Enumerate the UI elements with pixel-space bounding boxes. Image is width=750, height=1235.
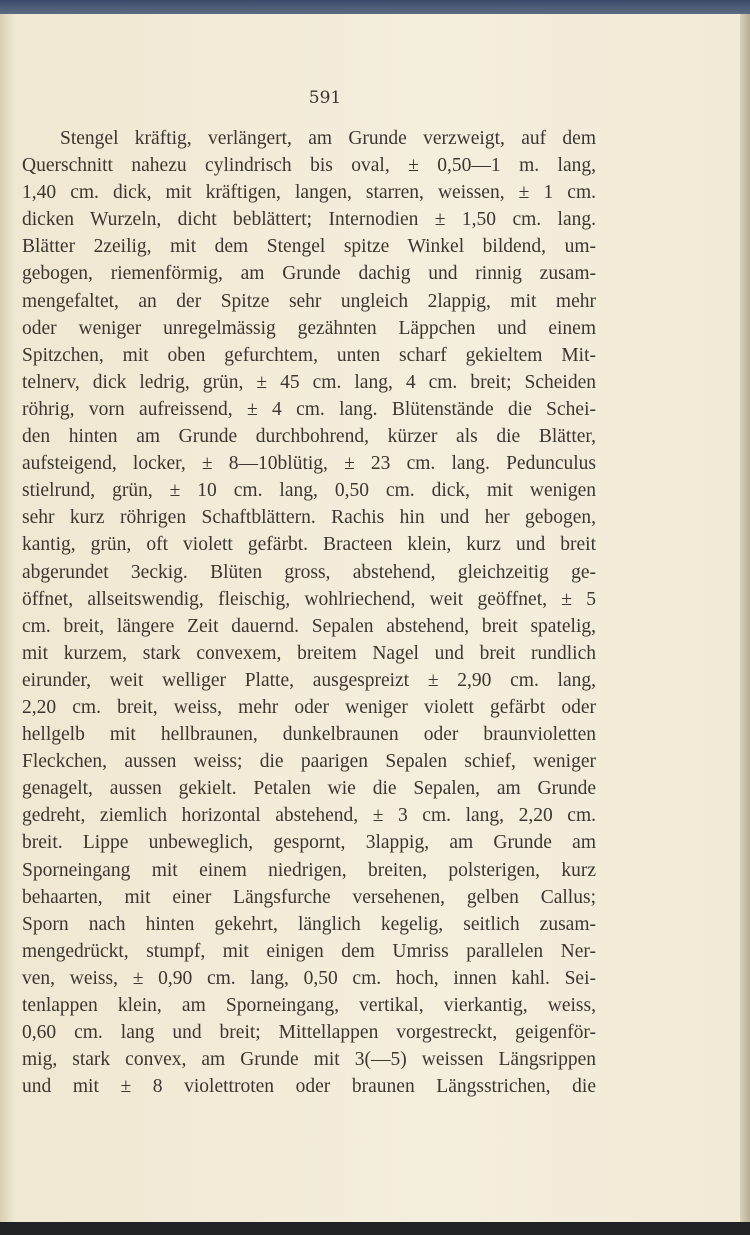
text-line: mit kurzem, stark convexem, breitem Nagel und breit rundlich [22, 642, 596, 664]
text-line: mengedrückt, stumpf, mit einigen dem Umriss parallelen Ner- [22, 940, 596, 962]
text-line: cm. breit, längere Zeit dauernd. Sepalen abstehend, breit spatelig, [22, 615, 596, 637]
scan-top-edge [0, 0, 750, 14]
page-number: 591 [308, 88, 342, 108]
text-line: kantig, grün, oft violett gefärbt. Bracteen klein, kurz und breit [22, 534, 596, 556]
text-line: mig, stark convex, am Grunde mit 3(—5) weissen Längsrippen [22, 1049, 596, 1071]
text-line: Blätter 2zeilig, mit dem Stengel spitze Winkel bildend, um- [22, 236, 596, 258]
text-line: mengefaltet, an der Spitze sehr ungleich 2lappig, mit mehr [22, 290, 596, 312]
text-line: dicken Wurzeln, dicht beblättert; Internodien ± 1,50 cm. lang. [22, 209, 596, 231]
text-line: stielrund, grün, ± 10 cm. lang, 0,50 cm. dick, mit wenigen [22, 480, 596, 502]
text-line: eirunder, weit welliger Platte, ausgespreizt ± 2,90 cm. lang, [22, 669, 596, 691]
text-line: aufsteigend, locker, ± 8—10blütig, ± 23 cm. lang. Pedunculus [22, 453, 596, 475]
text-line: Querschnitt nahezu cylindrisch bis oval, ± 0,50—1 m. lang, [22, 155, 596, 177]
text-line: 0,60 cm. lang und breit; Mittellappen vorgestreckt, geigenför- [22, 1022, 596, 1044]
text-line: Stengel kräftig, verlängert, am Grunde verzweigt, auf dem [60, 128, 596, 149]
text-line: sehr kurz röhrigen Schaftblättern. Rachis hin und her gebogen, [22, 507, 596, 529]
text-line: Spitzchen, mit oben gefurchtem, unten scharf gekieltem Mit- [22, 344, 596, 366]
text-line: 1,40 cm. dick, mit kräftigen, langen, starren, weissen, ± 1 cm. [22, 182, 596, 204]
text-line: tenlappen klein, am Sporneingang, vertikal, vierkantig, weiss, [22, 995, 596, 1016]
text-line: gedreht, ziemlich horizontal abstehend, ± 3 cm. lang, 2,20 cm. [22, 805, 596, 827]
text-line: 2,20 cm. breit, weiss, mehr oder weniger violett gefärbt oder [22, 696, 596, 718]
scan-bottom-edge [0, 1222, 750, 1235]
text-line: und mit ± 8 violettroten oder braunen Längsstrichen, die [22, 1076, 596, 1098]
text-line: breit. Lippe unbeweglich, gespornt, 3lappig, am Grunde am [22, 832, 596, 854]
text-line: abgerundet 3eckig. Blüten gross, abstehend, gleichzeitig ge- [22, 561, 596, 583]
text-line: genagelt, aussen gekielt. Petalen wie die Sepalen, am Grunde [22, 778, 596, 800]
page-right-edge [740, 14, 750, 1222]
text-line: Fleckchen, aussen weiss; die paarigen Sepalen schief, weniger [22, 751, 596, 773]
text-line: ven, weiss, ± 0,90 cm. lang, 0,50 cm. hoch, innen kahl. Sei- [22, 967, 596, 989]
text-line: Sporneingang mit einem niedrigen, breiten, polsterigen, kurz [22, 859, 596, 881]
text-line: telnerv, dick ledrig, grün, ± 45 cm. lang, 4 cm. breit; Scheiden [22, 371, 596, 393]
text-line: röhrig, vorn aufreissend, ± 4 cm. lang. Blütenstände die Schei- [22, 398, 596, 420]
body-text [22, 125, 596, 1100]
text-line: den hinten am Grunde durchbohrend, kürzer als die Blätter, [22, 426, 596, 448]
text-line: Sporn nach hinten gekehrt, länglich kegelig, seitlich zusam- [22, 913, 596, 935]
text-line: oder weniger unregelmässig gezähnten Läppchen und einem [22, 317, 596, 339]
text-line: gebogen, riemenförmig, am Grunde dachig und rinnig zusam- [22, 263, 596, 285]
text-line: hellgelb mit hellbraunen, dunkelbraunen oder braunvioletten [22, 724, 596, 746]
text-line: öffnet, allseitswendig, fleischig, wohlriechend, weit geöffnet, ± 5 [22, 588, 596, 610]
text-line: behaarten, mit einer Längsfurche versehenen, gelben Callus; [22, 886, 596, 908]
